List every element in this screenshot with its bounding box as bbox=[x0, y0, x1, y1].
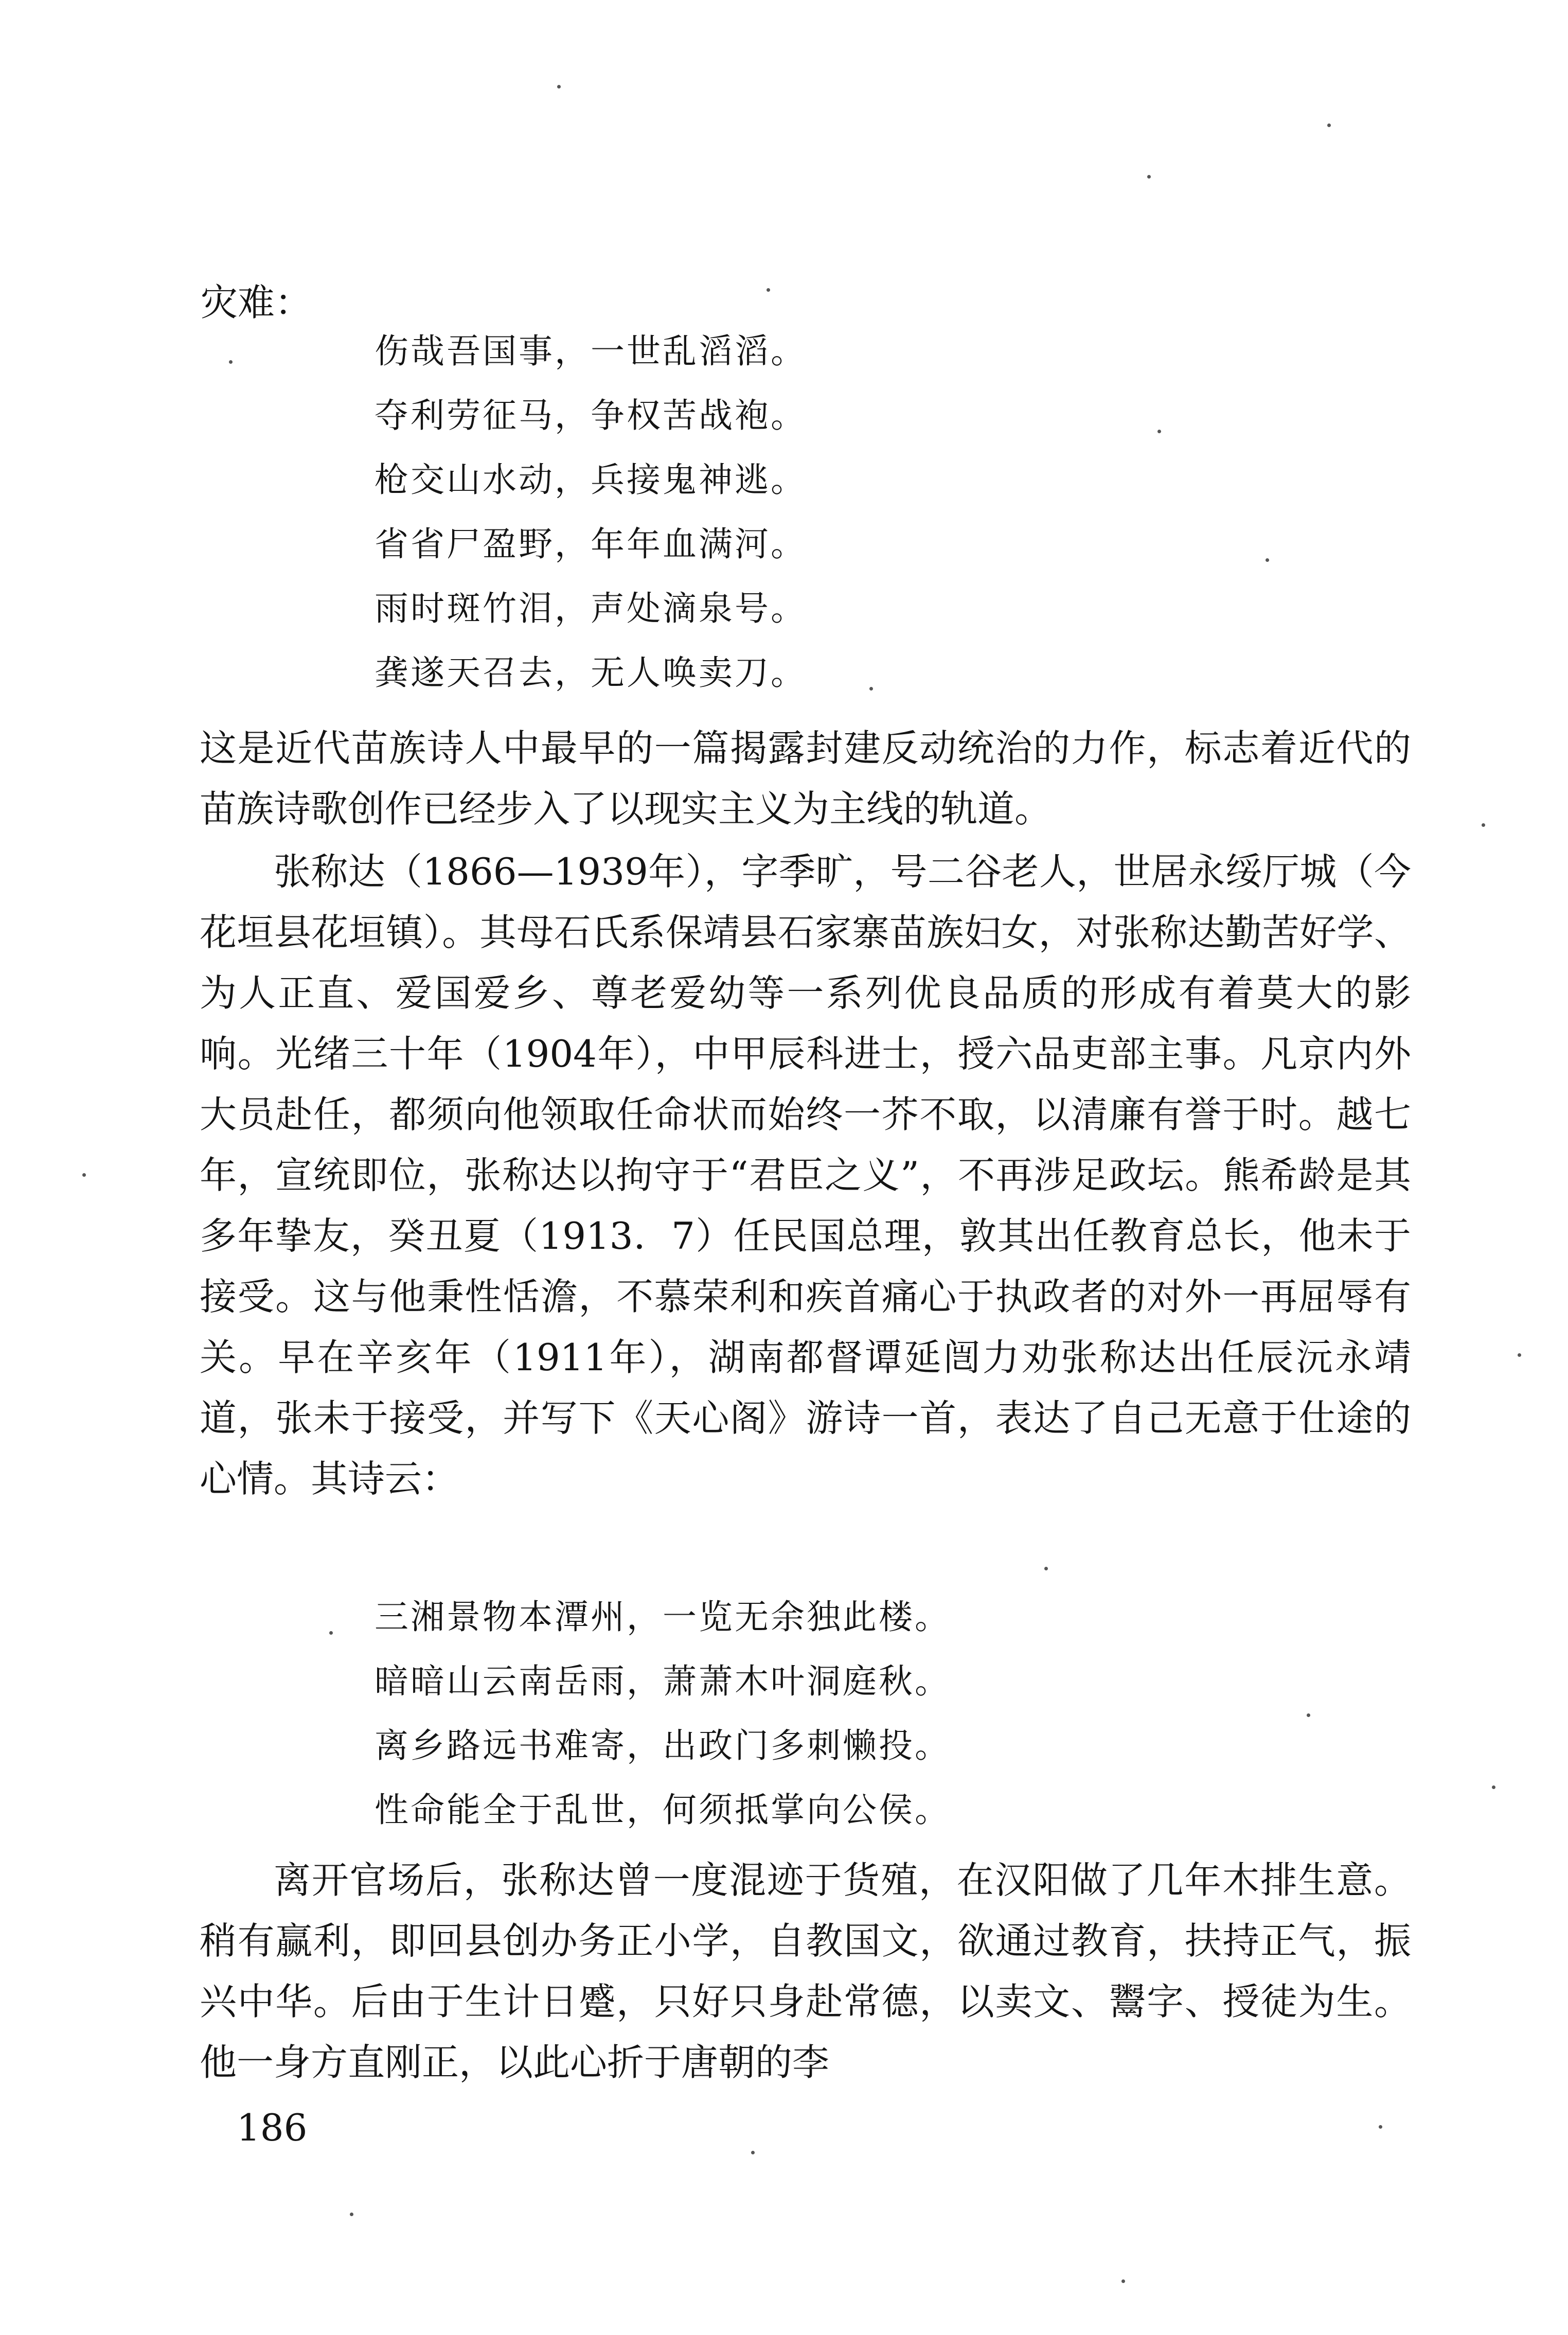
poem-line: 性命能全于乱世，何须抵掌向公侯。 bbox=[375, 1790, 951, 1830]
scan-speck bbox=[751, 2151, 755, 2154]
poem-first bbox=[375, 319, 807, 705]
poem-tianxinge bbox=[375, 1585, 951, 1842]
scan-speck bbox=[767, 288, 770, 292]
scan-speck bbox=[350, 2213, 353, 2216]
scan-speck bbox=[1147, 175, 1151, 179]
scan-speck bbox=[229, 360, 233, 364]
paragraph-text: 离开官场后，张称达曾一度混迹于货殖，在汉阳做了几年木排生意。稍有赢利，即回县创办务正小学，自教国文，欲通过教育，扶持正气，振兴中华。后由于生计日蹙，只好只身赴常德，以卖文、鬻字、授徒为生。他一身方直刚正，以此心折于唐朝的李 bbox=[200, 1859, 1411, 2084]
page-number: 186 bbox=[237, 2106, 308, 2149]
scan-speck bbox=[1157, 430, 1161, 433]
scan-speck bbox=[557, 85, 561, 89]
intro-text: 灾难： bbox=[201, 281, 312, 324]
scan-speck bbox=[1307, 1713, 1310, 1717]
paragraph-after-office bbox=[200, 1850, 1411, 2093]
scan-speck bbox=[1379, 2125, 1382, 2129]
scan-speck bbox=[869, 687, 873, 691]
poem-line: 夺利劳征马，争权苦战袍。 bbox=[375, 396, 807, 435]
poem-line: 省省尸盈野，年年血满河。 bbox=[375, 524, 807, 564]
scan-speck bbox=[1044, 1567, 1048, 1570]
scan-speck bbox=[1482, 823, 1485, 827]
poem-line: 暗暗山云南岳雨，萧萧木叶洞庭秋。 bbox=[375, 1661, 951, 1701]
scan-speck bbox=[1266, 558, 1269, 562]
scan-speck bbox=[1121, 2279, 1125, 2283]
scan-speck bbox=[1518, 1353, 1521, 1357]
scan-speck bbox=[1492, 1785, 1495, 1789]
scan-speck bbox=[329, 1631, 333, 1635]
paragraph-commentary bbox=[200, 718, 1411, 839]
poem-line: 雨时斑竹泪，声处滴泉号。 bbox=[375, 589, 807, 628]
paragraph-text: 张称达（1866—1939年），字季旷，号二谷老人，世居永绥厅城（今花垣县花垣镇）。其母石氏系保靖县石家寨苗族妇女，对张称达勤苦好学、为人正直、爱国爱乡、尊老爱幼等一系列优良品质的形成有着莫大的影响。光绪三十年（1904年），中甲辰科进士，授六品吏部主事。凡京内外大员赴任，都须向他领取任命状而始终一芥不取，以清廉有誉于时。越七年，宣统即位，张称达以拘守于“君臣之义”，不再涉足政坛。熊希龄是其多年挚友，癸丑夏（1913．7）任民国总理，敦其出任教育总长，他未于接受。这与他秉性恬澹，不慕荣利和疾首痛心于执政者的对外一再屈辱有关。早在辛亥年（1911年），湖南都督谭延闿力劝张称达出任辰沅永靖道，张未于接受，并写下《天心阁》游诗一首，表达了自己无意于仕途的心情。其诗云： bbox=[200, 850, 1411, 1500]
poem-line: 三湘景物本潭州，一览无余独此楼。 bbox=[375, 1597, 951, 1637]
scan-speck bbox=[82, 1173, 86, 1177]
paragraph-text: 这是近代苗族诗人中最早的一篇揭露封建反动统治的力作，标志着近代的苗族诗歌创作已经步入了以现实主义为主线的轨道。 bbox=[200, 727, 1411, 830]
scan-speck bbox=[1327, 123, 1331, 127]
paragraph-biography bbox=[200, 841, 1411, 1509]
poem-line: 伤哉吾国事，一世乱滔滔。 bbox=[375, 331, 807, 371]
poem-line: 龚遂天召去，无人唤卖刀。 bbox=[375, 653, 807, 693]
poem-line: 离乡路远书难寄，出政门多刺懒投。 bbox=[375, 1726, 951, 1765]
poem-line: 枪交山水动，兵接鬼神逃。 bbox=[375, 460, 807, 500]
